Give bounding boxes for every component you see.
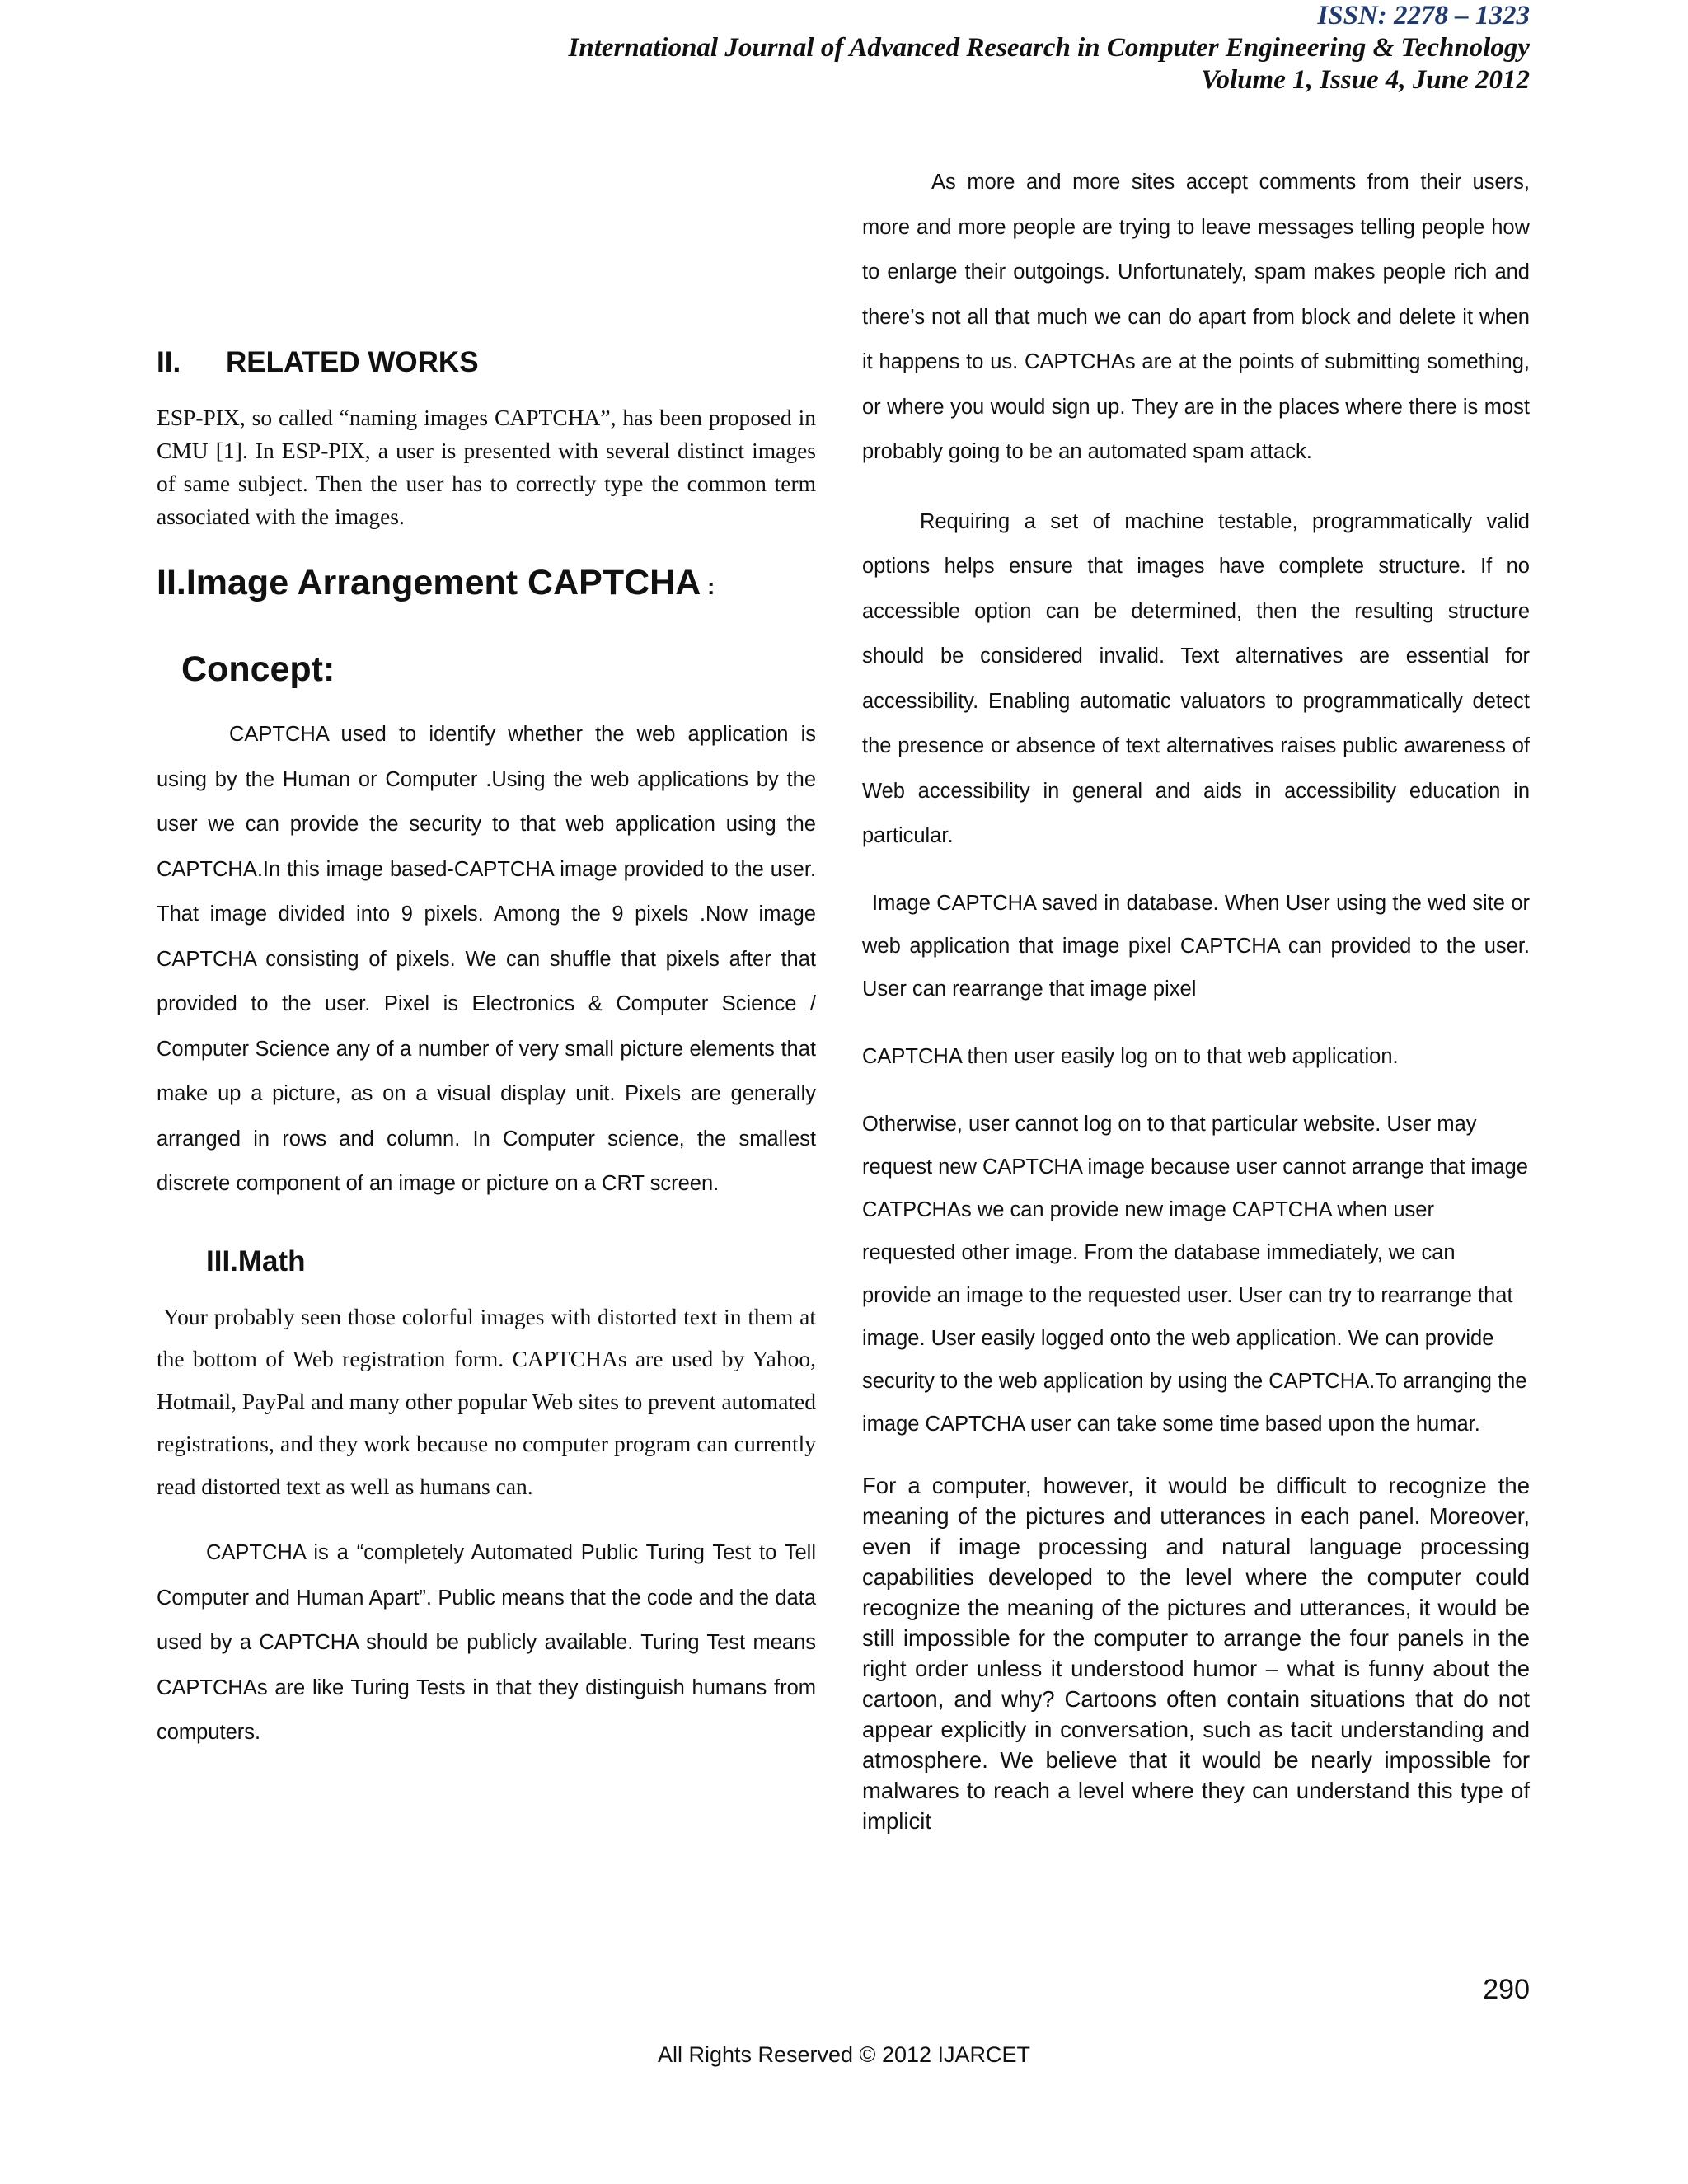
copyright-footer: All Rights Reserved © 2012 IJARCET [657, 2042, 1031, 2067]
concept-paragraph: CAPTCHA used to identify whether the web application is using by the Human or Computer .Using the web applications by the user we can provide the security to that web application using the CAPTCHA.In this image based-CAPTCHA image provided to the user. That image divided into 9 pixels. Among the 9 pixels .Now image CAPTCHA consisting of pixels. We can shuffle that pixels after that provided to the user. Pixel is Electronics & Computer Science / Computer Science any of a number of very small picture elements that make up a picture, as on a visual display unit. Pixels are generally arranged in rows and column. In Computer science, the smallest discrete component of an image or picture on a CRT screen. [157, 723, 816, 1195]
left-column [157, 342, 816, 1755]
journal-title: International Journal of Advanced Research in Computer Engineering & Technology [568, 33, 1530, 63]
right-paragraph-2: Requiring a set of machine testable, programmatically valid options helps ensure that images have complete structure. If no accessible option can be determined, then the resulting structure should be considered invalid. Text alternatives are essential for accessibility. Enabling automatic valuators to programmatically detect the presence or absence of text alternatives raises public awareness of Web accessibility in general and aids in accessibility education in particular. [862, 509, 1530, 847]
right-paragraph-6: For a computer, however, it would be difficult to recognize the meaning of the pictures and utterances in each panel. Moreover, even if image processing and natural language processing capabilities developed to the level where the computer could recognize the meaning of the pictures and utterances, it would be still impossible for the computer to arrange the four panels in the right order unless it understood humor – what is funny about the cartoon, and why? Cartoons often contain situations that do not appear explicitly in conversation, such as tacit understanding and atmosphere. We believe that it would be nearly impossible for malwares to reach a level where they can understand this type of implicit [862, 1472, 1530, 1834]
right-paragraph-4: CAPTCHA then user easily log on to that web application. [862, 1044, 1399, 1068]
image-arrangement-heading [157, 558, 816, 612]
right-paragraph-5: Otherwise, user cannot log on to that particular website. User may request new CAPTCHA image because user cannot arrange that image CATPCHAs we can provide new image CAPTCHA when user requested other image. From the database immediately, we can provide an image to the requested user. User can try to rearrange that image. User easily logged onto the web application. We can provide security to the web application by using the CAPTCHA.To arranging the image CAPTCHA user can take some time based upon the humar. [862, 1112, 1528, 1436]
math-heading: III.Math [206, 1244, 306, 1277]
concept-heading: Concept: [181, 649, 335, 689]
issn-line: ISSN: 2278 – 1323 [1317, 1, 1530, 30]
right-paragraph-3: Image CAPTCHA saved in database. When User using the wed site or web application that image pixel CAPTCHA can provided to the user. User can rearrange that image pixel [862, 891, 1530, 1001]
right-paragraph-1: As more and more sites accept comments from their users, more and more people are trying to leave messages telling people how to enlarge their outgoings. Unfortunately, spam makes people rich and there’s not all that much we can do apart from block and delete it when it happens to us. CAPTCHAs are at the points of submitting something, or where you would sign up. They are in the places where there is most probably going to be an automated spam attack. [862, 171, 1530, 463]
image-arrangement-title: II.Image Arrangement CAPTCHA [157, 563, 701, 602]
related-works-number: II. [157, 346, 181, 378]
journal-header [569, 0, 1530, 96]
volume-line: Volume 1, Issue 4, June 2012 [1201, 65, 1530, 95]
related-works-heading [157, 342, 816, 383]
image-arrangement-colon: : [701, 574, 715, 599]
math-paragraph-1: Your probably seen those colorful images with distorted text in them at the bottom of Web registration form. CAPTCHAs are used by Yahoo, Hotmail, PayPal and many other popular Web sites to prevent automated registrations, and they work because no computer program can currently read distorted text as well as humans can. [157, 1303, 816, 1499]
page-number: 290 [1483, 1974, 1530, 2005]
math-paragraph-2: CAPTCHA is a “completely Automated Public Turing Test to Tell Computer and Human Apart”. Public means that the code and the data used by a CAPTCHA should be publicly available. Turing Test means CAPTCHAs are like Turing Tests in that they distinguish humans from computers. [157, 1541, 816, 1744]
related-works-title: RELATED WORKS [226, 346, 479, 378]
right-column [862, 160, 1530, 1836]
related-works-paragraph: ESP-PIX, so called “naming images CAPTCHA”, has been proposed in CMU [1]. In ESP-PIX, a user is presented with several distinct images of same subject. Then the user has to correctly type the common term associated with the images. [157, 405, 816, 529]
